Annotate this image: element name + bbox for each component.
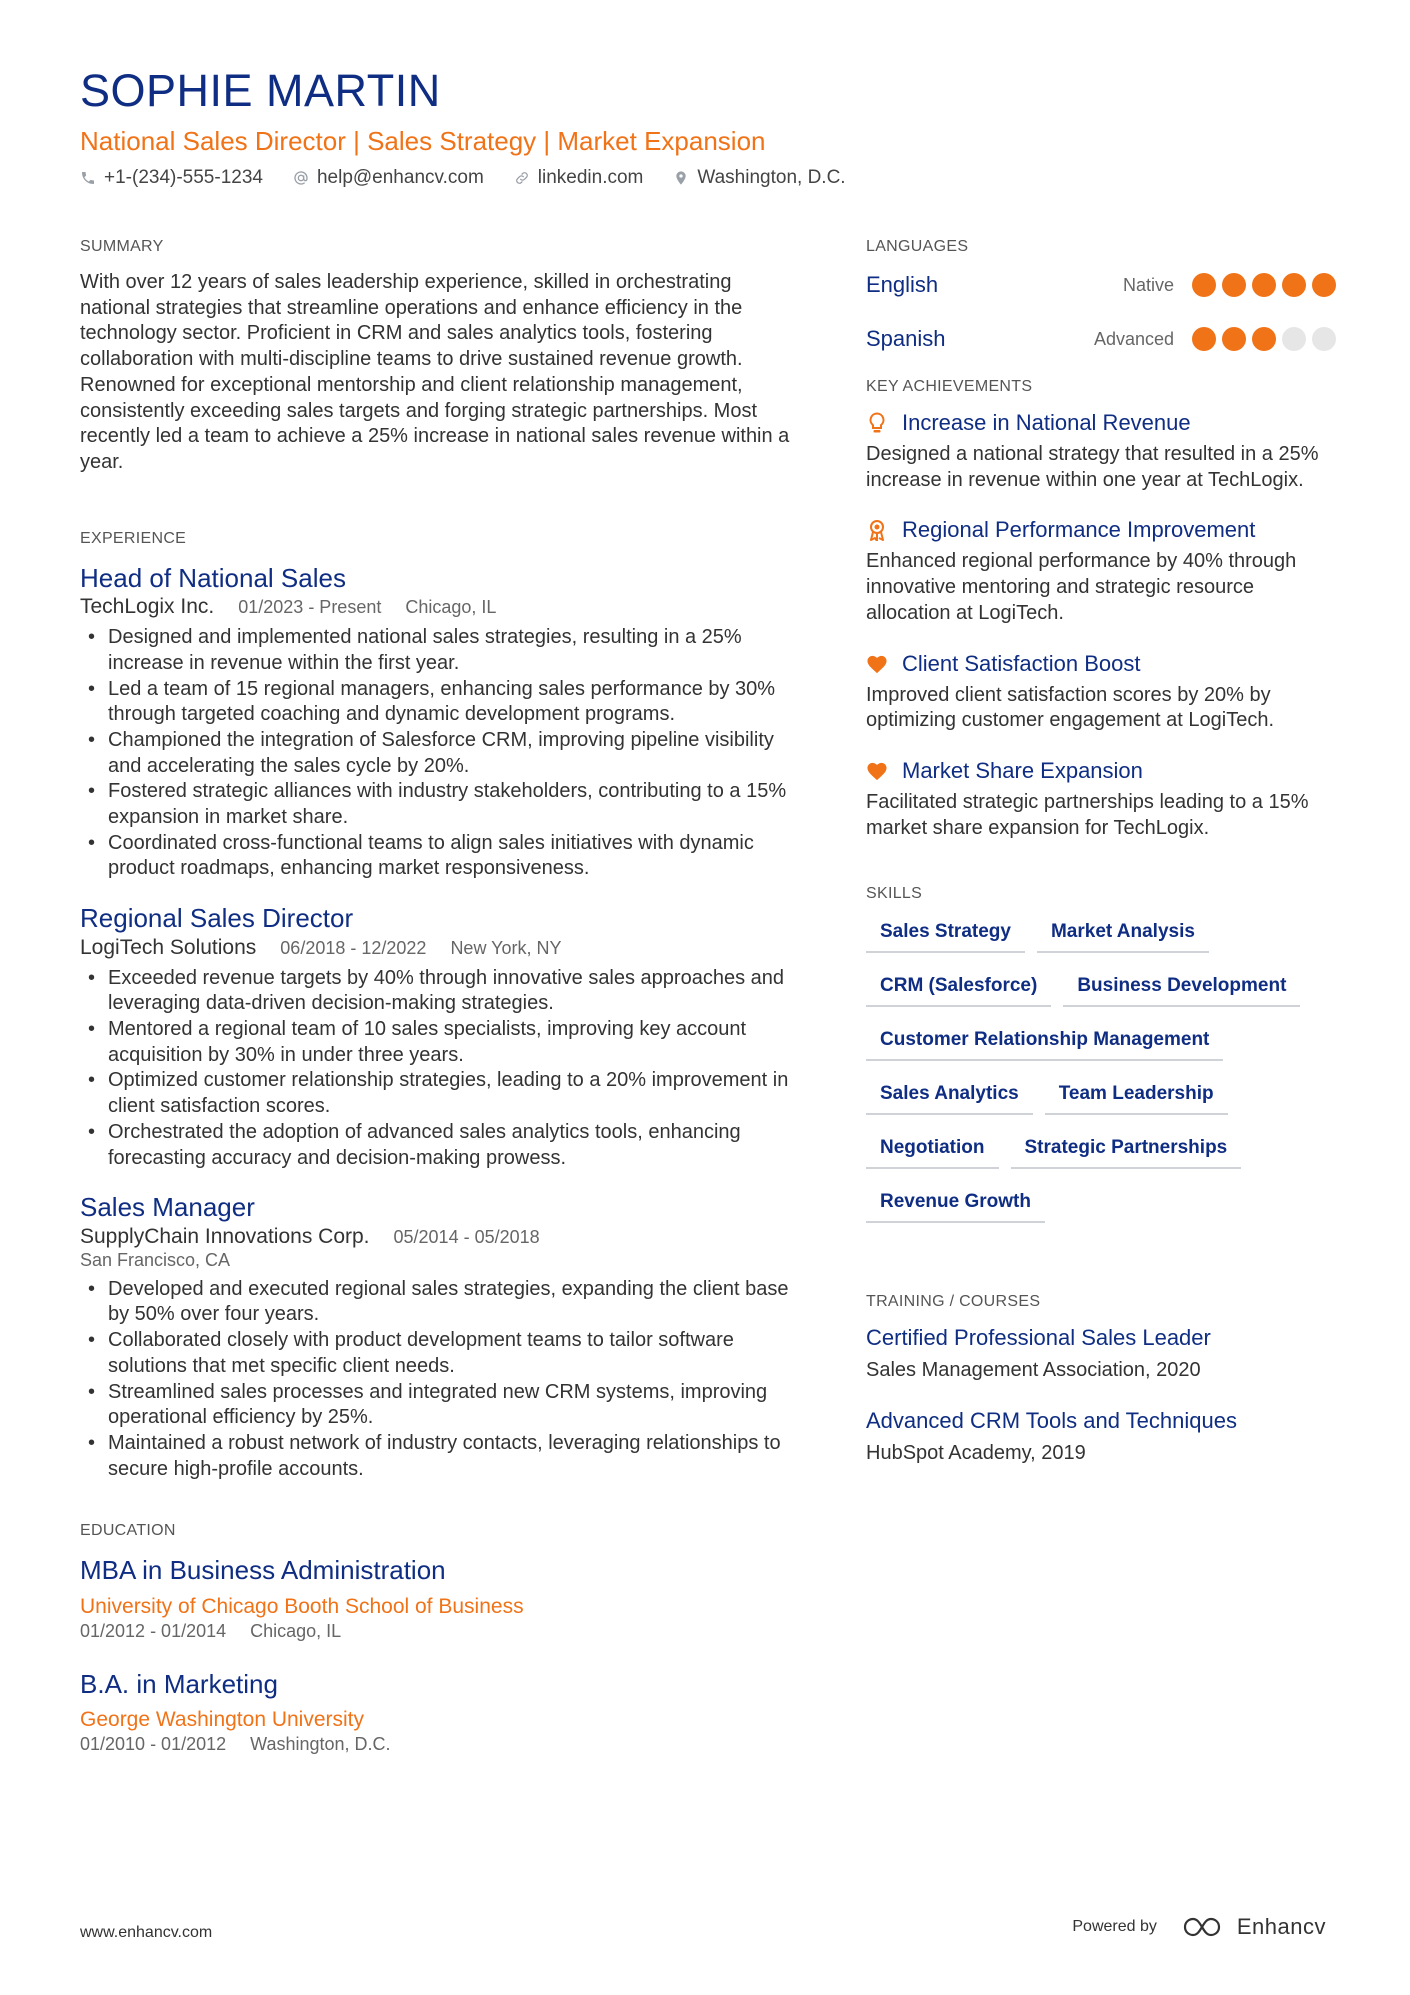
course-title: Certified Professional Sales Leader xyxy=(866,1325,1211,1351)
job-location: San Francisco, CA xyxy=(80,1249,231,1270)
language-level: Native xyxy=(1122,274,1174,295)
job-title: Head of National Sales xyxy=(80,562,346,593)
edu-dates: 01/2012 - 01/2014 xyxy=(80,1620,227,1641)
skill-tag: Negotiation xyxy=(866,1133,999,1169)
job-title: Sales Manager xyxy=(80,1192,255,1223)
achievement-item xyxy=(866,410,1336,493)
job-company: LogiTech Solutions xyxy=(80,935,257,959)
heart-icon xyxy=(866,653,888,675)
training-section xyxy=(866,1293,1336,1465)
rating-dot-filled xyxy=(1252,327,1276,351)
skill-tag: Revenue Growth xyxy=(866,1187,1045,1223)
enhancv-logo-icon xyxy=(1181,1914,1227,1940)
achievement-item xyxy=(866,517,1336,626)
job-entry xyxy=(80,1191,794,1482)
language-level: Advanced xyxy=(1093,328,1174,349)
rating-dot-filled xyxy=(1192,327,1216,351)
achievement-desc: Designed a national strategy that resulted in a 25% increase in revenue within one year at TechLogix. xyxy=(866,443,1319,491)
rating-dot-empty xyxy=(1282,327,1306,351)
job-bullet: • Fostered strategic alliances with industry stakeholders, contributing to a 15% expansion in market share. xyxy=(80,779,794,830)
link-icon xyxy=(514,170,530,186)
achievement-item xyxy=(866,651,1336,734)
experience-heading: EXPERIENCE xyxy=(80,529,187,547)
job-bullets xyxy=(80,966,794,1172)
job-location: Chicago, IL xyxy=(405,597,497,618)
skills-list xyxy=(866,917,1326,1223)
job-company: TechLogix Inc. xyxy=(80,595,215,619)
rating-dot-filled xyxy=(1282,273,1306,297)
job-meta xyxy=(80,595,794,619)
rating-dot-filled xyxy=(1222,327,1246,351)
achievement-desc: Enhanced regional performance by 40% through innovative mentoring and strategic resource allocation at LogiTech. xyxy=(866,550,1297,624)
job-location: New York, NY xyxy=(450,937,562,958)
job-bullet: • Mentored a regional team of 10 sales specialists, improving key account acquisition by 30% in under three years. xyxy=(80,1017,794,1068)
location-text: Washington, D.C. xyxy=(697,166,846,188)
course-entry xyxy=(866,1408,1336,1465)
powered-by-label: Powered by xyxy=(1072,1918,1157,1935)
edu-dates: 01/2010 - 01/2012 xyxy=(80,1734,227,1755)
skills-heading: SKILLS xyxy=(866,885,923,903)
footer-branding xyxy=(1072,1914,1326,1940)
contact-email[interactable] xyxy=(293,167,484,189)
education-entry xyxy=(80,1554,794,1642)
rating-dot-filled xyxy=(1252,273,1276,297)
achievement-title: Client Satisfaction Boost xyxy=(902,650,1141,676)
course-entry xyxy=(866,1325,1336,1382)
language-row xyxy=(866,270,1336,300)
job-entry xyxy=(80,902,794,1171)
education-heading: EDUCATION xyxy=(80,1522,176,1540)
achievement-item xyxy=(866,758,1336,841)
job-bullet: • Coordinated cross-functional teams to align sales initiatives with dynamic product roadmaps, enhancing market responsiveness. xyxy=(80,831,794,882)
edu-degree: B.A. in Marketing xyxy=(80,1668,278,1699)
job-bullets xyxy=(80,1277,794,1483)
skills-section xyxy=(866,885,1336,1223)
job-company: SupplyChain Innovations Corp. xyxy=(80,1224,370,1248)
skill-tag: Market Analysis xyxy=(1037,917,1209,953)
language-name: English xyxy=(866,272,939,297)
summary-section xyxy=(80,238,794,476)
achievements-heading: KEY ACHIEVEMENTS xyxy=(866,378,1033,395)
job-bullet: • Developed and executed regional sales strategies, expanding the client base by 50% over four years. xyxy=(80,1277,794,1328)
achievement-desc: Improved client satisfaction scores by 20% by optimizing customer engagement at LogiTech. xyxy=(866,683,1275,732)
languages-section xyxy=(866,238,1336,354)
course-org: Sales Management Association, 2020 xyxy=(866,1359,1201,1382)
job-bullet: • Orchestrated the adoption of advanced sales analytics tools, enhancing forecasting accuracy and decision-making prowess. xyxy=(80,1120,794,1171)
skill-tag: Team Leadership xyxy=(1045,1079,1228,1115)
summary-heading: SUMMARY xyxy=(80,238,164,255)
edu-school: University of Chicago Booth School of Business xyxy=(80,1594,524,1618)
phone-text: +1-(234)-555-1234 xyxy=(104,166,263,188)
job-title: Regional Sales Director xyxy=(80,903,354,934)
education-entry xyxy=(80,1668,794,1756)
edu-location: Washington, D.C. xyxy=(250,1734,391,1755)
contact-location xyxy=(673,167,845,189)
phone-icon xyxy=(80,170,96,186)
education-section xyxy=(80,1522,794,1755)
location-pin-icon xyxy=(673,170,689,186)
contact-bar xyxy=(80,167,1330,189)
skill-tag: Customer Relationship Management xyxy=(866,1025,1223,1061)
candidate-title: National Sales Director | Sales Strategy | Market Expansion xyxy=(80,125,766,156)
rating-dot-empty xyxy=(1312,327,1336,351)
language-name: Spanish xyxy=(866,326,946,351)
job-meta xyxy=(80,1225,794,1249)
edu-meta xyxy=(80,1734,794,1755)
summary-text: With over 12 years of sales leadership experience, skilled in orchestrating national strategies that streamline operations and enhance efficiency in the technology sector. Proficient in CRM and sales analytics tools, fostering collaboration with multi-discipline teams to drive sustained revenue growth. Renowned for exceptional mentorship and client relationship management, consistently exceeding sales targets and forging strategic partnerships. Most recently led a team to achieve a 25% increase in national sales revenue within a year. xyxy=(80,271,790,473)
achievements-section xyxy=(866,378,1336,841)
language-rating xyxy=(1192,327,1336,351)
at-sign-icon xyxy=(293,170,309,186)
job-bullet: • Collaborated closely with product development teams to tailor software solutions that met specific client needs. xyxy=(80,1328,794,1379)
heart-icon xyxy=(866,760,888,782)
job-entry xyxy=(80,562,794,883)
course-org: HubSpot Academy, 2019 xyxy=(866,1442,1086,1465)
job-bullet: • Led a team of 15 regional managers, enhancing sales performance by 30% through targeted coaching and dynamic development programs. xyxy=(80,677,794,728)
candidate-name: SOPHIE MARTIN xyxy=(80,65,441,116)
language-row xyxy=(866,324,1336,354)
contact-phone[interactable] xyxy=(80,167,263,189)
language-rating xyxy=(1192,273,1336,297)
brand-name: Enhancv xyxy=(1236,1914,1326,1939)
course-title: Advanced CRM Tools and Techniques xyxy=(866,1408,1237,1434)
edu-degree: MBA in Business Administration xyxy=(80,1555,446,1586)
job-bullet: • Streamlined sales processes and integrated new CRM systems, improving operational efficiency by 25%. xyxy=(80,1380,794,1431)
job-dates: 01/2023 - Present xyxy=(238,597,382,618)
left-column xyxy=(80,238,794,1781)
job-bullet: • Championed the integration of Salesforce CRM, improving pipeline visibility and accelerating the sales cycle by 20%. xyxy=(80,728,794,779)
resume-header xyxy=(80,66,1330,189)
job-meta xyxy=(80,936,794,960)
job-bullet: • Maintained a robust network of industry contacts, leveraging relationships to secure high-profile accounts. xyxy=(80,1431,794,1482)
skill-tag: Sales Analytics xyxy=(866,1079,1033,1115)
job-bullets xyxy=(80,625,794,882)
job-bullet: • Exceeded revenue targets by 40% through innovative sales approaches and leveraging data-driven decision-making strategies. xyxy=(80,966,794,1017)
edu-school: George Washington University xyxy=(80,1708,365,1732)
edu-location: Chicago, IL xyxy=(250,1620,342,1641)
right-column xyxy=(866,238,1336,1491)
achievement-title: Regional Performance Improvement xyxy=(902,517,1256,543)
achievement-desc: Facilitated strategic partnerships leading to a 15% market share expansion for TechLogix. xyxy=(866,790,1309,839)
skill-tag: Strategic Partnerships xyxy=(1011,1133,1242,1169)
edu-meta xyxy=(80,1621,794,1642)
award-ribbon-icon xyxy=(866,519,888,541)
lightbulb-icon xyxy=(866,412,888,434)
achievement-title: Market Share Expansion xyxy=(902,757,1143,783)
skill-tag: Business Development xyxy=(1063,971,1300,1007)
languages-heading: LANGUAGES xyxy=(866,238,969,255)
rating-dot-filled xyxy=(1312,273,1336,297)
skill-tag: CRM (Salesforce) xyxy=(866,971,1051,1007)
footer-website[interactable]: www.enhancv.com xyxy=(80,1924,213,1941)
job-bullet: • Optimized customer relationship strategies, leading to a 20% improvement in client satisfaction scores. xyxy=(80,1068,794,1119)
job-dates: 06/2018 - 12/2022 xyxy=(280,937,427,958)
training-heading: TRAINING / COURSES xyxy=(866,1293,1041,1311)
rating-dot-filled xyxy=(1222,273,1246,297)
linkedin-text: linkedin.com xyxy=(537,166,644,188)
email-text: help@enhancv.com xyxy=(316,166,484,188)
job-bullet: • Designed and implemented national sales strategies, resulting in a 25% increase in revenue within the first year. xyxy=(80,625,794,676)
rating-dot-filled xyxy=(1192,273,1216,297)
achievement-title: Increase in National Revenue xyxy=(902,410,1191,435)
contact-linkedin[interactable] xyxy=(514,167,644,189)
experience-section xyxy=(80,530,794,1483)
brand-logo[interactable] xyxy=(1181,1914,1326,1940)
skill-tag: Sales Strategy xyxy=(866,917,1025,953)
job-dates: 05/2014 - 05/2018 xyxy=(393,1226,540,1247)
